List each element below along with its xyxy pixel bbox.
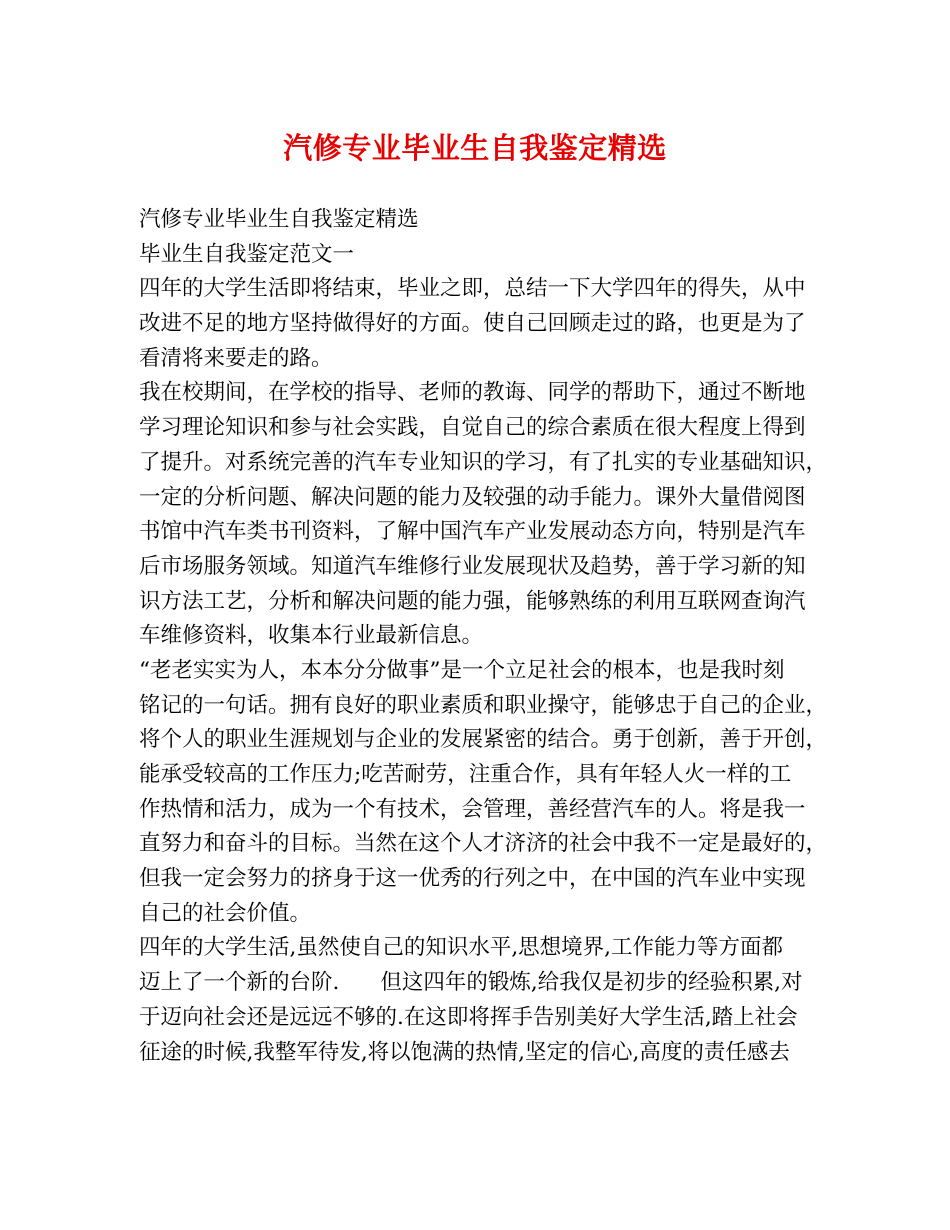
body-line: 我在校期间，在学校的指导、老师的教诲、同学的帮助下，通过不断地 bbox=[139, 380, 806, 406]
body-line: 一定的分析问题、解决问题的能力及较强的动手能力。课外大量借阅图 bbox=[139, 484, 806, 510]
body-line: 能承受较高的工作压力;吃苦耐劳，注重合作，具有年轻人火一样的工 bbox=[139, 762, 792, 787]
body-line: 自己的社会价值。 bbox=[139, 900, 312, 926]
body-line: 迈上了一个新的台阶. 但这四年的锻炼,给我仅是初步的经验积累,对 bbox=[139, 970, 803, 996]
body-line: 将个人的职业生涯规划与企业的发展紧密的结合。勇于创新，善于开创， bbox=[139, 727, 828, 753]
body-line: 车维修资料，收集本行业最新信息。 bbox=[139, 623, 484, 649]
body-line: 四年的大学生活,虽然使自己的知识水平,思想境界,工作能力等方面都 bbox=[139, 935, 784, 961]
body-line: 毕业生自我鉴定范文一 bbox=[139, 241, 355, 267]
body-line: 直努力和奋斗的目标。当然在这个人才济济的社会中我不一定是最好的， bbox=[139, 831, 828, 857]
body-line: 但我一定会努力的挤身于这一优秀的行列之中，在中国的汽车业中实现 bbox=[139, 866, 806, 892]
body-line: 看清将来要走的路。 bbox=[139, 345, 333, 371]
body-line: 铭记的一句话。拥有良好的职业素质和职业操守，能够忠于自己的企业， bbox=[139, 692, 828, 718]
document-body bbox=[139, 203, 829, 1070]
body-line: 书馆中汽车类书刊资料，了解中国汽车产业发展动态方向，特别是汽车 bbox=[139, 519, 806, 545]
body-line: 识方法工艺，分析和解决问题的能力强，能够熟练的利用互联网查询汽 bbox=[139, 588, 806, 614]
body-line: 作热情和活力，成为一个有技术，会管理，善经营汽车的人。将是我一 bbox=[139, 796, 806, 822]
body-line: 改进不足的地方坚持做得好的方面。使自己回顾走过的路，也更是为了 bbox=[139, 311, 806, 337]
body-line: 四年的大学生活即将结束，毕业之即，总结一下大学四年的得失，从中 bbox=[139, 276, 806, 302]
body-line: 了提升。对系统完善的汽车专业知识的学习，有了扎实的专业基础知识， bbox=[139, 449, 828, 475]
body-line: 学习理论知识和参与社会实践，自觉自己的综合素质在很大程度上得到 bbox=[139, 415, 806, 441]
body-line: 于迈向社会还是远远不够的.在这即将挥手告别美好大学生活,踏上社会 bbox=[139, 1004, 798, 1030]
body-line: 征途的时候,我整军待发,将以饱满的热情,坚定的信心,高度的责任感去 bbox=[139, 1039, 790, 1065]
body-line: “老老实实为人，本本分分做事”是一个立足社会的根本，也是我时刻 bbox=[139, 657, 785, 683]
document-title: 汽修专业毕业生自我鉴定精选 bbox=[283, 131, 667, 165]
body-line: 汽修专业毕业生自我鉴定精选 bbox=[139, 207, 419, 232]
body-line: 后市场服务领域。知道汽车维修行业发展现状及趋势，善于学习新的知 bbox=[139, 553, 806, 579]
